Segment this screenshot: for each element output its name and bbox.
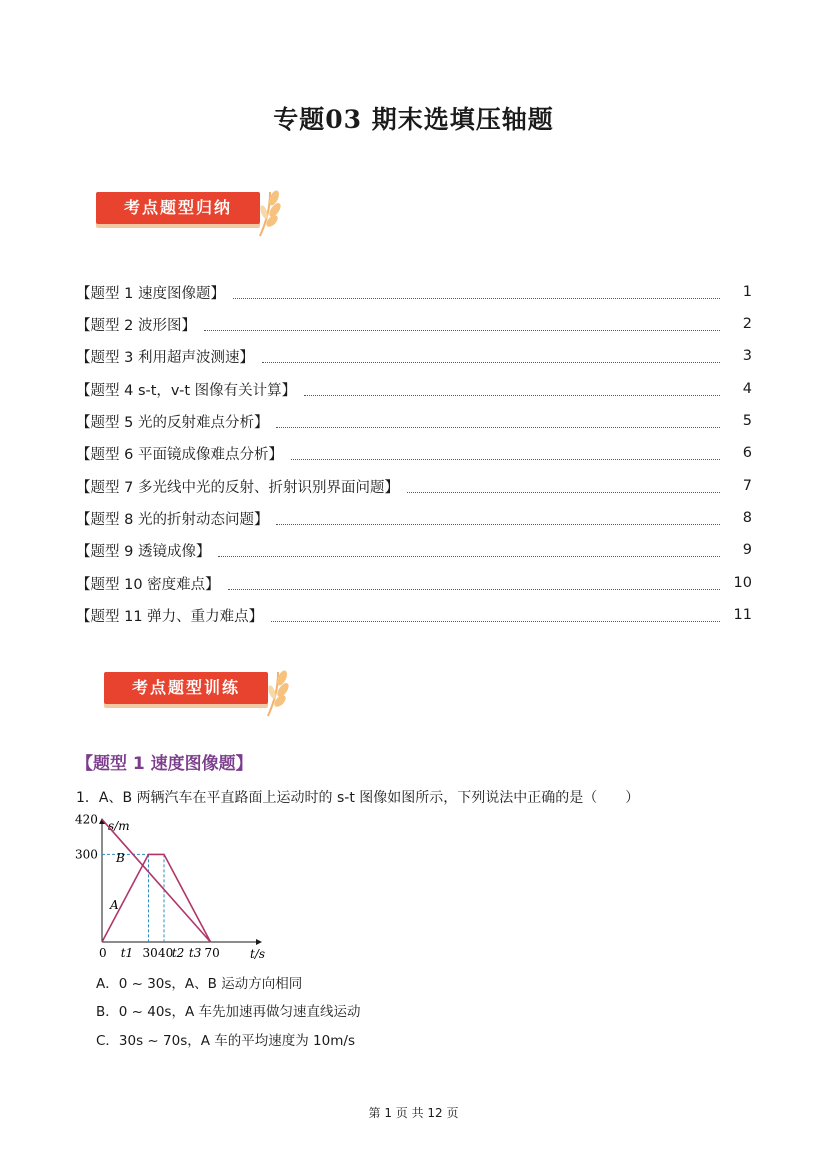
x-tick-label: 0 [99, 946, 107, 960]
x-tick-label: t1 [120, 946, 134, 960]
banner-toc [96, 188, 282, 234]
section-heading: 【题型 1 速度图像题】 [76, 754, 253, 774]
page-title: 专题03 期末选填压轴题 [273, 105, 554, 134]
toc-item[interactable]: 【题型 11 弹力、重力难点】 11 [76, 607, 752, 625]
wheat-icon [264, 668, 290, 718]
banner-practice [104, 668, 290, 714]
series-line-B [102, 819, 211, 942]
toc-item[interactable]: 【题型 3 利用超声波测速】 3 [76, 348, 752, 366]
x-axis-label: t/s [250, 947, 266, 961]
wheat-icon [256, 188, 282, 238]
x-tick-label: t2 [171, 946, 185, 960]
toc-item[interactable]: 【题型 2 波形图】 2 [76, 316, 752, 334]
question-text: 1．A、B 两辆汽车在平直路面上运动时的 s-t 图像如图所示，下列说法中正确的是（ ） [76, 790, 640, 806]
x-axis-arrow [256, 939, 262, 945]
y-axis-label: s/m [108, 819, 130, 833]
y-tick-label: 300 [75, 847, 98, 862]
toc-item[interactable]: 【题型 5 光的反射难点分析】 5 [76, 413, 752, 431]
series-label: B [116, 851, 125, 865]
series-label: A [110, 898, 119, 912]
toc-item[interactable]: 【题型 6 平面镜成像难点分析】 6 [76, 445, 752, 463]
x-tick-label: 70 [204, 946, 220, 960]
toc-item[interactable]: 【题型 10 密度难点】 10 [76, 575, 752, 593]
x-tick-label: 30 [142, 946, 158, 960]
toc-item[interactable]: 【题型 1 速度图像题】 1 [76, 284, 752, 302]
toc-item[interactable]: 【题型 9 透镜成像】 9 [76, 542, 752, 560]
toc-item[interactable]: 【题型 4 s-t，v-t 图像有关计算】 4 [76, 381, 752, 399]
toc-item[interactable]: 【题型 8 光的折射动态问题】 8 [76, 510, 752, 528]
banner-practice-label: 考点题型训练 [131, 678, 240, 697]
option-a[interactable]: A．0 ~ 30s，A、B 运动方向相同 [96, 976, 303, 992]
x-tick-label: t3 [188, 946, 202, 960]
option-b[interactable]: B．0 ~ 40s，A 车先加速再做匀速直线运动 [96, 1004, 361, 1020]
y-tick-label: 420 [75, 812, 98, 827]
page-footer: 第 1 页 共 12 页 [368, 1106, 459, 1120]
option-c[interactable]: C．30s ~ 70s，A 车的平均速度为 10m/s [96, 1033, 355, 1049]
s-t-chart [72, 812, 272, 962]
x-tick-label: 40 [158, 946, 174, 960]
toc-item[interactable]: 【题型 7 多光线中光的反射、折射识别界面问题】 7 [76, 478, 752, 496]
banner-toc-label: 考点题型归纳 [123, 198, 232, 217]
